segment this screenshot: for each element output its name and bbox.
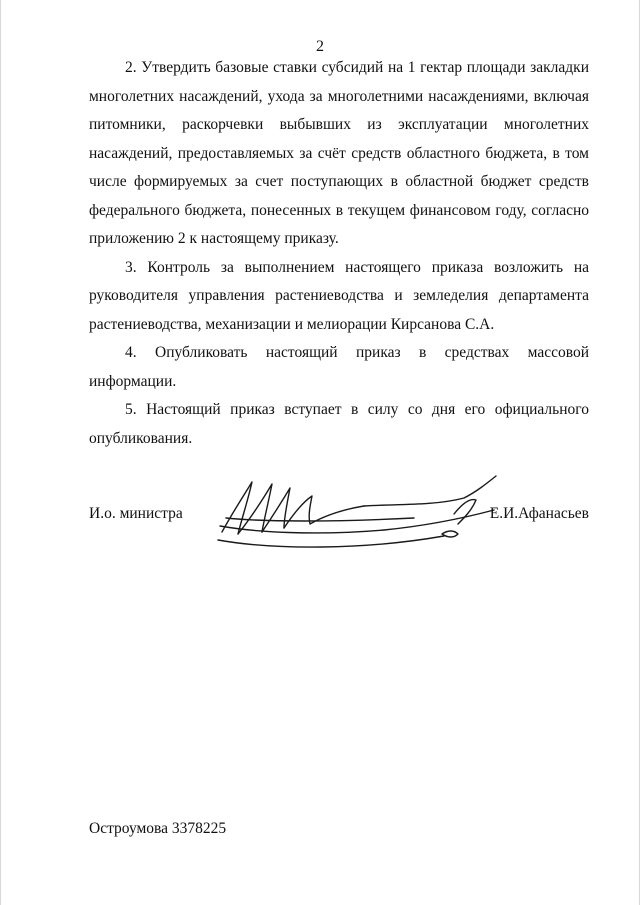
signatory-title: И.о. министра (89, 505, 183, 522)
paragraph-3: 3. Контроль за выполнением настоящего приказа возложить на руководителя управления растениеводства и земледелия департамента растениеводства, механизации и мелиорации Кирсанова С.А. (89, 258, 589, 333)
paragraph-5: 5. Настоящий приказ вступает в силу со дня его официального опубликования. (89, 401, 589, 447)
paragraph-2: 2. Утвердить базовые ставки субсидий на 1 гектар площади закладки многолетних насаждений, ухода за многолетними насаждениями, включая питомники, раскорчевки выбывших из эксплуатации многолетних насаждений, предоставляемых за счёт средств областного бюджета, в том числе формируемых за счет поступающих в областной бюджет средств федерального бюджета, понесенных в текущем финансовом году, согласно приложению 2 к настоящему приказу. (89, 59, 589, 247)
signature-block (89, 470, 589, 560)
executor-note: Остроумова 3378225 (89, 820, 227, 837)
handwritten-signature (214, 470, 504, 550)
page-number: 2 (316, 38, 324, 55)
paragraph-4: 4. Опубликовать настоящий приказ в средствах массовой информации. (89, 344, 589, 390)
document-body (89, 54, 589, 453)
signatory-name: Е.И.Афанасьев (489, 505, 589, 522)
